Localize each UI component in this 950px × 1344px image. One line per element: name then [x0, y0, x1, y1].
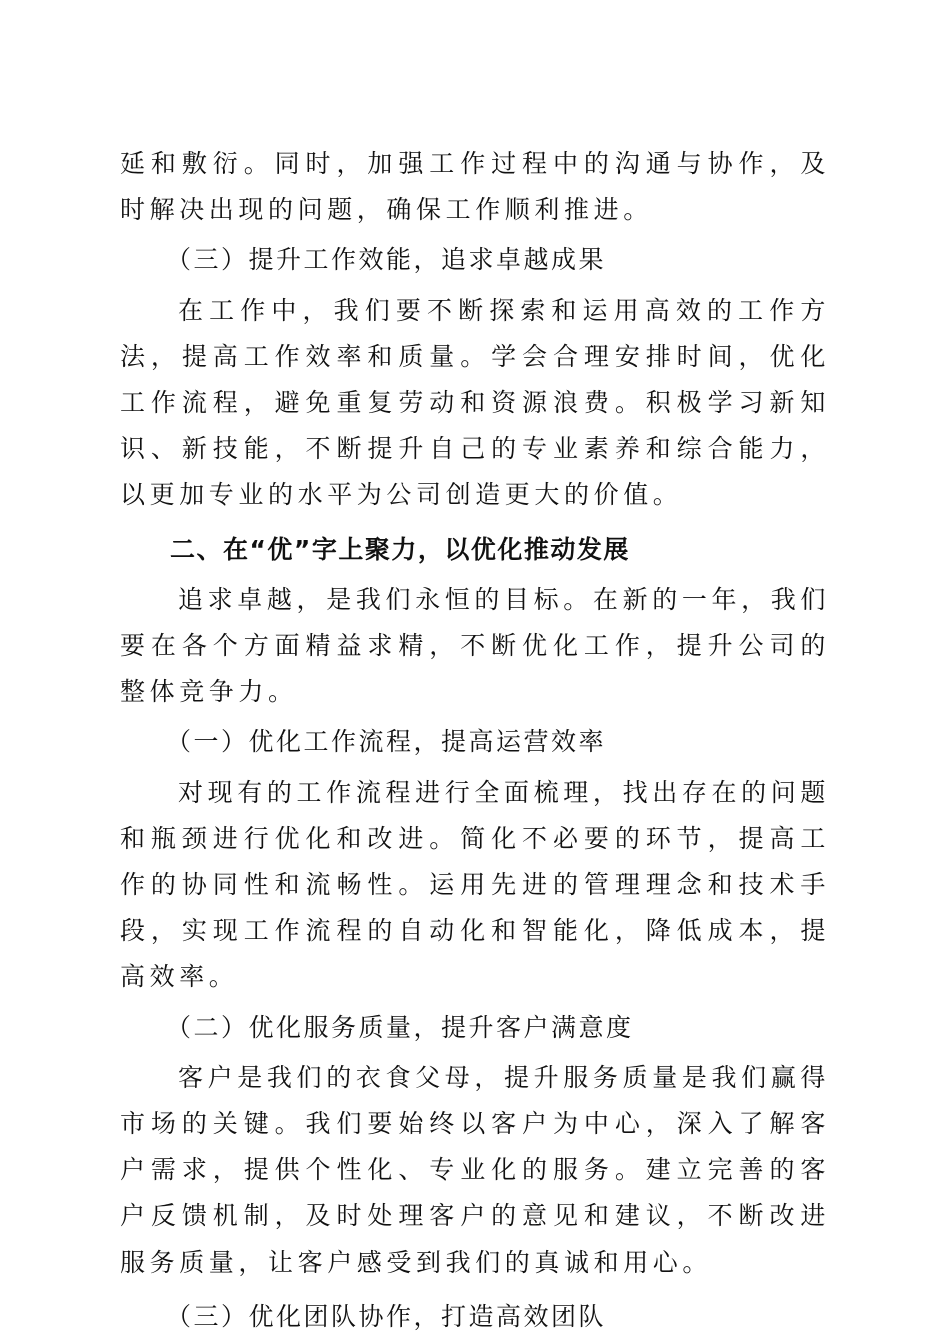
paragraph-excellence: 追求卓越，是我们永恒的目标。在新的一年，我们要在各个方面精益求精，不断优化工作，提升公司的整体竞争力。	[120, 584, 830, 707]
document-body	[120, 141, 830, 1340]
paragraph-process: 对现有的工作流程进行全面梳理，找出存在的问题和瓶颈进行优化和改进。简化不必要的环节，提高工作的协同性和流畅性。运用先进的管理理念和技术手段，实现工作流程的自动化和智能化，降低成本，提高效率。	[120, 777, 830, 992]
paragraph-continued: 延和敷衍。同时，加强工作过程中的沟通与协作，及时解决出现的问题，确保工作顺利推进。	[120, 149, 830, 225]
subheading-optimize-team: （三）优化团队协作，打造高效团队	[166, 1301, 607, 1331]
paragraph-service: 客户是我们的衣食父母，提升服务质量是我们赢得市场的关键。我们要始终以客户为中心，深入了解客户需求，提供个性化、专业化的服务。建立完善的客户反馈机制，及时处理客户的意见和建议，不断改进服务质量，让客户感受到我们的真诚和用心。	[120, 1062, 830, 1277]
subheading-improve-efficiency: （三）提升工作效能，追求卓越成果	[166, 245, 607, 275]
paragraph-efficiency: 在工作中，我们要不断探索和运用高效的工作方法，提高工作效率和质量。学会合理安排时间，优化工作流程，避免重复劳动和资源浪费。积极学习新知识、新技能，不断提升自己的专业素养和综合能力，以更加专业的水平为公司创造更大的价值。	[120, 295, 830, 510]
subheading-optimize-process: （一）优化工作流程，提高运营效率	[166, 727, 607, 757]
subheading-optimize-service: （二）优化服务质量，提升客户满意度	[166, 1012, 634, 1042]
section-heading-optimize: 二、在“优”字上聚力，以优化推动发展	[170, 534, 630, 564]
